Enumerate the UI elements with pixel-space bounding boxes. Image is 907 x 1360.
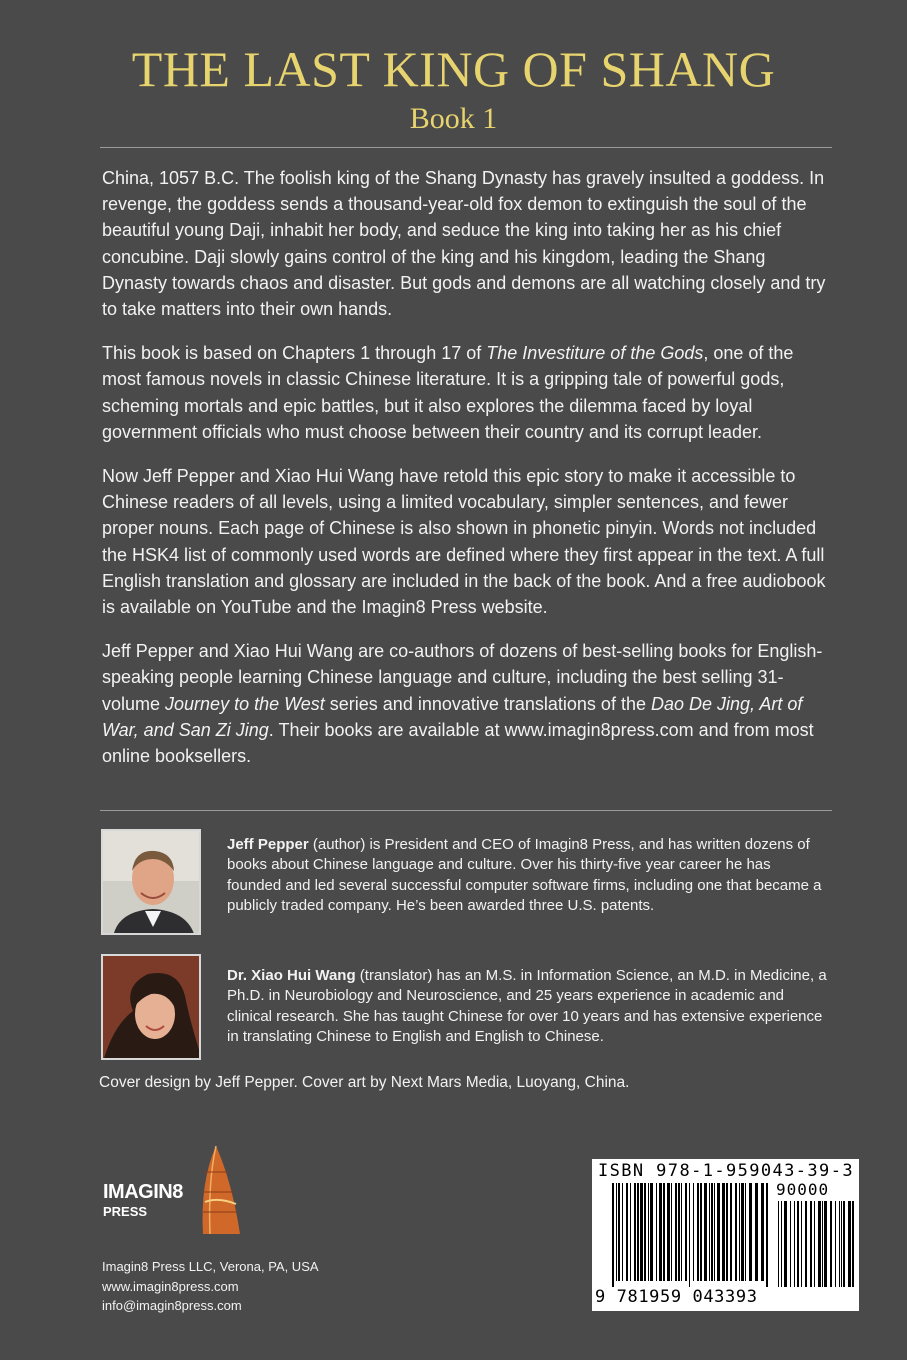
author-bio-body-2: (translator) has an M.S. in Information Science, an M.D. in Medicine, a Ph.D. in Neurobiology and Neuroscience, and 25 years experience in academic and clinical research. She has taught Chinese for over 10 years and has extensive experience in translating Chinese to English and English to Chinese. xyxy=(227,967,827,1046)
author-bio-xiao-hui-wang xyxy=(100,954,832,1064)
author-name-1: Jeff Pepper xyxy=(227,836,309,853)
cover-credit: Cover design by Jeff Pepper. Cover art by Next Mars Media, Luoyang, China. xyxy=(99,1074,630,1091)
author-bio-text-1 xyxy=(227,835,827,917)
author-name-2: Dr. Xiao Hui Wang xyxy=(227,967,356,984)
author-bio-jeff-pepper xyxy=(100,829,832,939)
publisher-email: info@imagin8press.com xyxy=(102,1298,242,1313)
bottom-divider xyxy=(100,810,832,811)
description-section xyxy=(102,165,832,787)
author-photo-jeff-pepper xyxy=(101,829,201,935)
logo-subtext: PRESS xyxy=(103,1204,148,1219)
book-title: THE LAST KING OF SHANG xyxy=(131,41,776,97)
author-photo-xiao-hui-wang xyxy=(101,954,201,1060)
publisher-contact xyxy=(102,1257,319,1316)
price-code: 90000 xyxy=(776,1180,830,1199)
isbn-barcode xyxy=(592,1159,859,1311)
book-subtitle: Book 1 xyxy=(409,102,498,135)
author-bio-body-1: (author) is President and CEO of Imagin8 Press, and has written dozens of books about Chinese language and culture. Over his thirty-five year career he has founded and led several successful computer software firms, including one that became a publicly traded company. He’s been awarded three U.S. patents. xyxy=(227,836,822,915)
description-paragraph-2: This book is based on Chapters 1 through 17 of The Investiture of the Gods, one of the most famous novels in classic Chinese literature. It is a gripping tale of powerful gods, scheming mortals and epic battles, but it also explores the dilemma faced by loyal government officials who must choose between their country and its corrupt leader. xyxy=(102,343,794,442)
publisher-address: Imagin8 Press LLC, Verona, PA, USA xyxy=(102,1259,319,1274)
isbn-label: ISBN 978-1-959043-39-3 xyxy=(598,1161,854,1181)
author-bio-text-2 xyxy=(227,966,827,1048)
top-divider xyxy=(100,147,832,148)
publisher-logo xyxy=(100,1142,260,1242)
description-paragraph-3: Now Jeff Pepper and Xiao Hui Wang have retold this epic story to make it accessible to Chinese readers of all levels, using a limited vocabulary, simpler sentences, and fewer proper nouns. Each page of Chinese is also shown in phonetic pinyin. Words not included the HSK4 list of commonly used words are defined where they first appear in the text. A full English translation and glossary are included in the back of the book. And a free audiobook is available on YouTube and the Imagin8 Press website. xyxy=(102,466,826,618)
publisher-website: www.imagin8press.com xyxy=(102,1278,239,1294)
logo-wordmark: IMAGIN8 xyxy=(103,1181,183,1203)
description-paragraph-4: Jeff Pepper and Xiao Hui Wang are co-authors of dozens of best-selling books for English-speaking people learning Chinese language and culture, including the best selling 31-volume Journey to the West series and innovative translations of the Dao De Jing, Art of War, and San Zi Jing. Their books are available at www.imagin8press.com and from most online booksellers. xyxy=(102,641,823,767)
description-paragraph-1: China, 1057 B.C. The foolish king of the Shang Dynasty has gravely insulted a goddess. In revenge, the goddess sends a thousand-year-old fox demon to extinguish the soul of the beautiful young Daji, inhabit her body, and seduce the king into taking her as his chief concubine. Daji slowly gains control of the king and his kingdom, leading the Shang Dynasty towards chaos and disaster. But gods and demons are all watching closely and try to take matters into their own hands. xyxy=(102,168,826,320)
isbn-digits: 9 781959 043393 xyxy=(595,1287,758,1307)
